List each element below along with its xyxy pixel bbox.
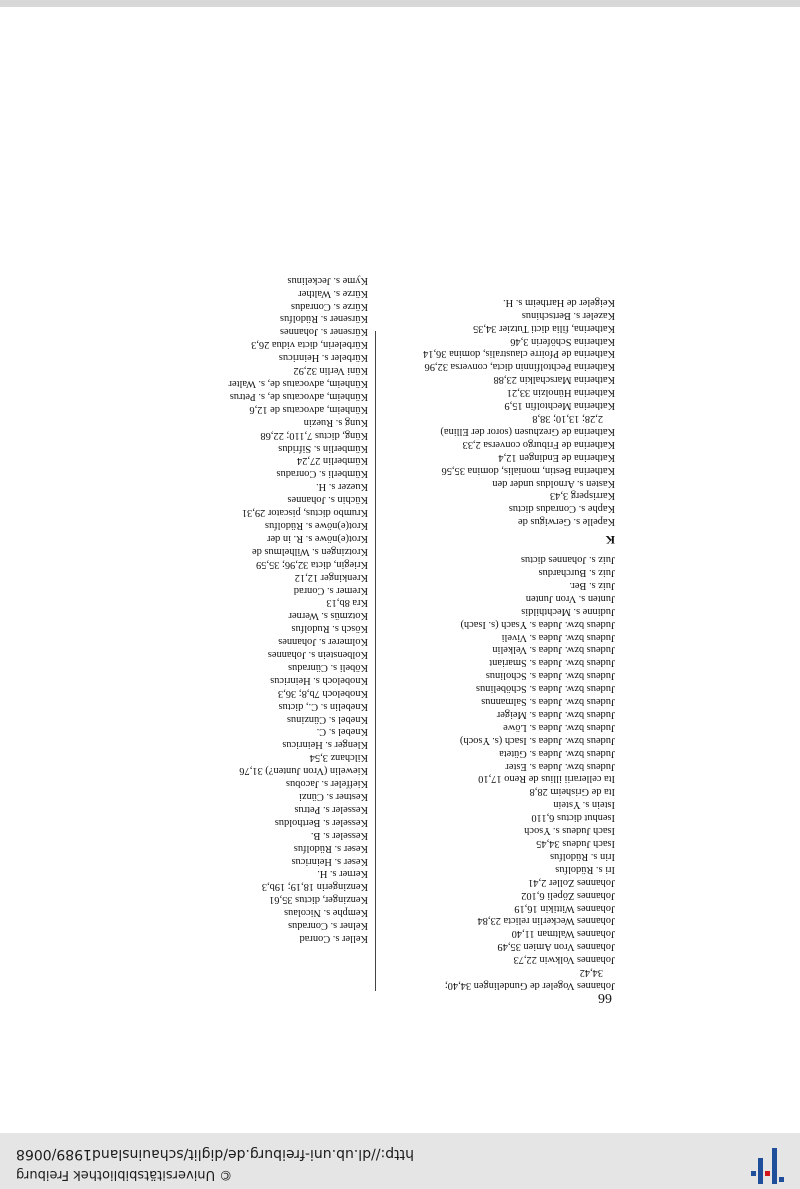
index-entry: Isach Judeus 34,45 <box>536 838 615 850</box>
index-entry: Kürsener s. Rüdolfus <box>279 313 368 325</box>
index-entry: Kürbeler s. Heinricus <box>278 352 368 364</box>
index-entry: Kesseler s. Petrus <box>294 803 368 815</box>
index-entry: Küng, dictus 7,110; 22,68 <box>260 429 368 441</box>
index-entry: Künheim, advocatus de, s. Petrus <box>229 390 368 402</box>
index-entry: Katherina de Grezhusen (soror der Ellina) <box>440 425 615 437</box>
index-entry: Kürbelerin, dicta vidua 26,3 <box>251 339 368 351</box>
index-entry: Krotzingen s. Wilhelmus de <box>252 545 368 557</box>
copyright-notice: © Universitätsbibliothek Freiburg <box>16 1167 233 1182</box>
index-entry: Knobeloch 7b,8; 36,3 <box>277 687 368 699</box>
index-entry: Judinne s. Mechthildis <box>521 605 615 617</box>
index-entry: Keser s. Rüdolfus <box>293 842 368 854</box>
index-entry: Krumbo dictus, piscator 29,31 <box>241 507 368 519</box>
index-entry: Kümberlin s. Sifridus <box>278 442 368 454</box>
index-entry: Katherina, filia dicti Tutzier 34,35 <box>473 322 615 334</box>
index-entry: Kolmerer s. Johannes <box>278 636 368 648</box>
index-entry: Kemphe s. Nicolaus <box>284 907 368 919</box>
index-entry: Kremer s. Conrad <box>293 584 368 596</box>
index-entry: Kung s. Ruezin <box>303 416 368 428</box>
index-entry: Istein s. Ysteín <box>553 799 615 811</box>
index-entry: Judeus bzw. Judea s. Viveli <box>501 631 615 643</box>
index-entry: Johannes Weckerlin relicta 23,84 <box>477 915 615 927</box>
index-entry: Juiz s. Ber. <box>569 579 615 591</box>
index-entry: Kazeler s. Bertschinus <box>521 309 615 321</box>
index-entry: Katherina Mechtolfin 15,9 <box>504 400 615 412</box>
index-entry: Köbeli s. Cünradus <box>288 661 368 673</box>
index-entry: Katherina de Pfoirre claustralis, domina 36,14 <box>423 348 615 360</box>
index-entry: Küchin s. Johannes <box>287 494 368 506</box>
index-entry: Keser s. Heinricus <box>291 855 368 867</box>
page-number: 66 <box>598 990 612 1005</box>
index-entry: Knebel s. C. <box>316 726 368 738</box>
index-entry: Kriegin, dicta 32,96; 35,59 <box>256 558 368 570</box>
index-entry: 2,28; 13,10; 38,8 <box>532 413 603 425</box>
index-entry: Iri s. Rüdolfus <box>555 863 615 875</box>
index-entry: Juiz s. Johannes dictus <box>520 554 615 566</box>
index-entry: Judeus bzw. Judea s. Smariant <box>489 657 615 669</box>
index-entry: Juiz s. Burchardus <box>538 567 615 578</box>
index-entry: Kilchanz 3,54 <box>309 752 368 764</box>
index-entry: Johannes Vogeler de Gundelingen 34,40; <box>444 980 615 991</box>
index-entry: Kelner s. Conradus <box>288 920 368 932</box>
index-entry: Judeus bzw. Judea s. Löwe <box>503 721 615 733</box>
library-banner <box>0 1133 800 1189</box>
index-entry: Kerner s. H. <box>317 868 368 880</box>
index-entry: Kapelle s. Gerwigus de <box>518 516 615 528</box>
index-entry: Johannes Waltman 11,40 <box>511 928 615 940</box>
index-entry: Judeus bzw. Judea s. Schöbelinus <box>475 683 615 695</box>
index-entry: Johannes Wittikin 16,19 <box>514 902 615 914</box>
section-letter-heading: K <box>605 533 615 548</box>
index-entry: Johannes Zoller 2,41 <box>528 876 615 888</box>
index-entry: Knebelin s. C., dictus <box>278 700 368 712</box>
bottom-edge-strip <box>0 0 800 7</box>
index-entry: Künheim, advocatus de, s. Walter <box>228 378 368 390</box>
index-entry: Judeus bzw. Judea s. Ysach (s. Isach) <box>460 618 615 630</box>
index-entry: Kürsener s. Johannes <box>279 326 368 338</box>
index-column-right <box>168 273 368 944</box>
index-entry: Krot(e)nöwe s. R. in der <box>267 532 368 544</box>
index-entry: Krot(e)nöwe s. Rüdolfus <box>264 520 368 531</box>
index-entry: Katherina Marschalkin 23,88 <box>493 374 615 386</box>
index-entry: Krenkinger 12,12 <box>294 571 368 583</box>
index-entry: Kiewelin (Vron Junten?) 31,76 <box>239 765 368 777</box>
index-entry: Kümberlin 27,24 <box>297 455 368 467</box>
index-entry: Katherina Pechtolfinnin dicta, conversa 32,96 <box>424 361 615 373</box>
index-entry: Kasten s. Arnoldus under den <box>492 477 615 489</box>
index-entry: Johannes Vron Amien 35,49 <box>497 941 615 953</box>
index-entry: Judeus bzw. Judea s. Salmannus <box>481 696 615 708</box>
index-entry: Katherina Hünolzin 33,21 <box>506 387 615 399</box>
index-entry: Knobeloch s. Heinricus <box>270 674 368 686</box>
index-entry: Judeus bzw. Judea s. Scholinus <box>485 670 615 682</box>
index-entry: Isenhut dictus 6,110 <box>531 812 615 824</box>
index-entry: Kenzinger, dictus 35,61 <box>269 894 368 906</box>
index-entry: Katherina Bestin, monialis, domina 35,56 <box>441 464 615 476</box>
index-entry: Judeus bzw. Judea s. Güteta <box>499 747 615 759</box>
index-entry: Künheim, advocatus de 12,6 <box>249 403 368 415</box>
column-divider <box>375 331 376 991</box>
index-entry: Katherina Schöferin 3,46 <box>510 335 615 347</box>
index-entry: Kotzmüs s. Werner <box>288 610 368 622</box>
index-entry: Kra 8b,13 <box>326 597 368 609</box>
index-entry: Küni Verlin 32,92 <box>293 365 368 377</box>
index-entry: Keigeler de Hartheim s. H. <box>503 296 615 308</box>
index-entry: Ita de Grisheim 28,8 <box>529 786 615 798</box>
index-entry: Johannes Zöpeli 6,102 <box>521 889 615 901</box>
index-entry: Kürze s. Walther <box>298 287 368 299</box>
index-entry: Katherina de Endingen 12,4 <box>498 451 615 463</box>
index-entry: Kösch s. Rudolfus <box>291 623 368 635</box>
index-entry: Irin s. Rüdolfus <box>550 850 615 862</box>
index-entry: Judeus bzw. Judea s. Meiger <box>496 708 615 720</box>
index-column-left <box>380 295 615 991</box>
index-entry: Kenzingerin 18,19; 19b,3 <box>261 881 368 893</box>
index-entry: Klenger s. Heinricus <box>282 739 368 751</box>
index-entry: Kaphe s. Conradus dictus <box>508 503 615 515</box>
index-entry: Kesseler s. B. <box>310 829 368 841</box>
ub-freiburg-logo-icon[interactable] <box>748 1146 788 1186</box>
index-entry: Judeus bzw. Judea s. Velkelin <box>492 644 615 656</box>
index-entry: Katherina de Friburgo conversa 2,33 <box>462 438 615 450</box>
index-entry: Isach Judeus s. Ysoch <box>524 825 615 837</box>
index-entry: Kieffeler s. Jacobus <box>285 778 368 790</box>
index-entry: Ita cellerarii illius de Reno 17,10 <box>478 773 615 785</box>
index-entry: Judeus bzw. Judea s. Isach (s. Ysoch) <box>459 734 615 746</box>
index-entry: Knebel s. Cünzinus <box>286 713 368 725</box>
index-entry: Kyme s. Jeckelinus <box>287 274 368 286</box>
index-entry: Judeus bzw. Judea s. Ester <box>505 760 615 772</box>
index-entry: 34,42 <box>579 967 603 979</box>
index-entry: Kümberli s. Conradus <box>276 468 368 480</box>
index-entry: Kuezer s. H. <box>316 481 368 493</box>
index-entry: Kürze s. Conradus <box>290 300 368 312</box>
index-entry: Junten s. Vron Junten <box>525 592 615 604</box>
index-entry: Keller s. Conrad <box>299 933 368 944</box>
index-entry: Karrisperg 3,43 <box>549 490 615 502</box>
index-entry: Johannes Volkwin 22,73 <box>513 954 615 966</box>
index-entry: Kesseler s. Bertholdus <box>274 816 368 828</box>
index-entry: Kestner s. Cünzi <box>299 791 368 803</box>
document-url[interactable]: http://dl.ub.uni-freiburg.de/diglit/schauinsland1989/0068 <box>16 1146 414 1162</box>
index-entry: Kolbenstein s. Johannes <box>267 649 368 661</box>
